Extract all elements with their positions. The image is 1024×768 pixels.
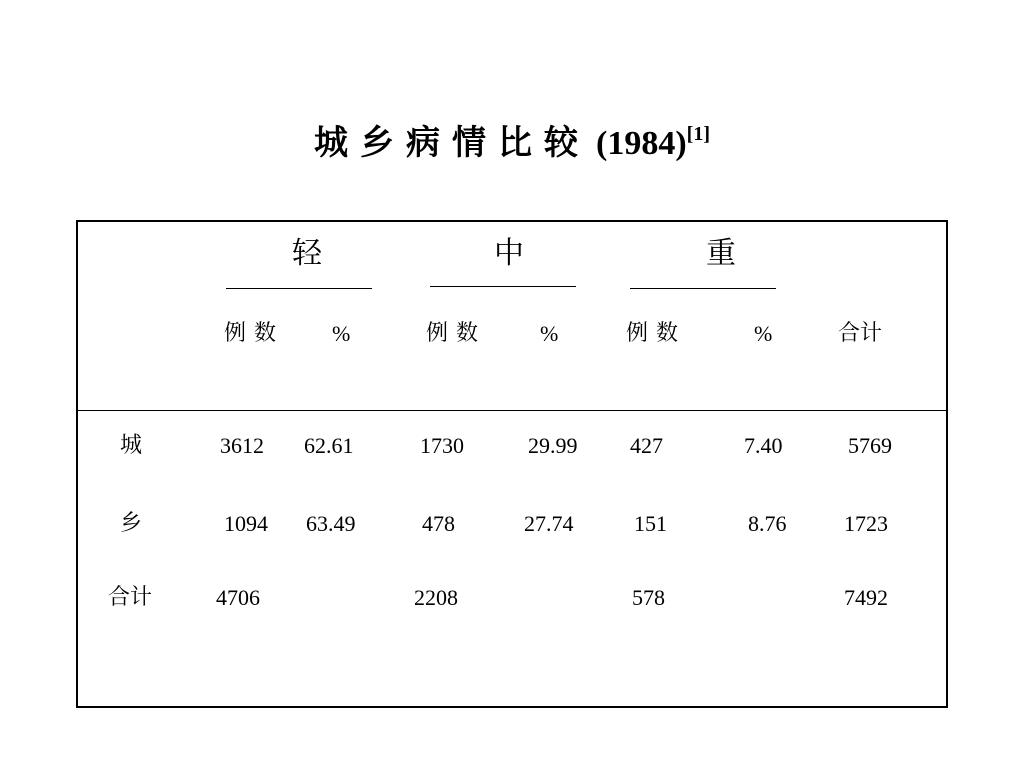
- subheader-mild-count: 例数: [224, 321, 285, 346]
- row-label-rural: 乡: [120, 511, 143, 536]
- cell-urban-mild-percent: 62.61: [304, 433, 354, 458]
- cell-total-moderate-count: 2208: [414, 585, 458, 610]
- cell-urban-moderate-percent: 29.99: [528, 433, 578, 458]
- cell-rural-moderate-percent: 27.74: [524, 511, 574, 536]
- cell-rural-mild-percent: 63.49: [306, 511, 356, 536]
- cell-total-total: 7492: [844, 585, 888, 610]
- header-divider: [78, 410, 946, 411]
- group-underline-mild: [226, 288, 372, 289]
- group-header-mild: 轻: [292, 236, 322, 271]
- cell-rural-severe-count: 151: [634, 511, 667, 536]
- subheader-severe-count: 例数: [626, 321, 687, 346]
- subheader-moderate-percent: %: [540, 321, 559, 346]
- group-underline-moderate: [430, 286, 576, 287]
- cell-rural-moderate-count: 478: [422, 511, 455, 536]
- subheader-mild-percent: %: [332, 321, 351, 346]
- group-header-severe: 重: [706, 236, 736, 271]
- cell-rural-severe-percent: 8.76: [748, 511, 787, 536]
- cell-rural-mild-count: 1094: [224, 511, 268, 536]
- subheader-total: 合计: [838, 321, 883, 346]
- subheader-moderate-count: 例数: [426, 321, 487, 346]
- cell-total-mild-count: 4706: [216, 585, 260, 610]
- title-reference: [1]: [686, 123, 710, 145]
- cell-urban-severe-percent: 7.40: [744, 433, 783, 458]
- cell-urban-severe-count: 427: [630, 433, 663, 458]
- subheader-severe-percent: %: [754, 321, 773, 346]
- row-label-urban: 城: [120, 433, 143, 458]
- title-text: 城乡病情比较: [314, 123, 590, 163]
- cell-total-severe-count: 578: [632, 585, 665, 610]
- page-title: [0, 108, 1024, 170]
- row-label-total: 合计: [108, 585, 153, 610]
- data-table: [76, 220, 948, 708]
- group-header-moderate: 中: [494, 236, 524, 271]
- cell-urban-moderate-count: 1730: [420, 433, 464, 458]
- cell-urban-total: 5769: [848, 433, 892, 458]
- cell-rural-total: 1723: [844, 511, 888, 536]
- cell-urban-mild-count: 3612: [220, 433, 264, 458]
- title-year: (1984): [596, 125, 687, 162]
- group-underline-severe: [630, 288, 776, 289]
